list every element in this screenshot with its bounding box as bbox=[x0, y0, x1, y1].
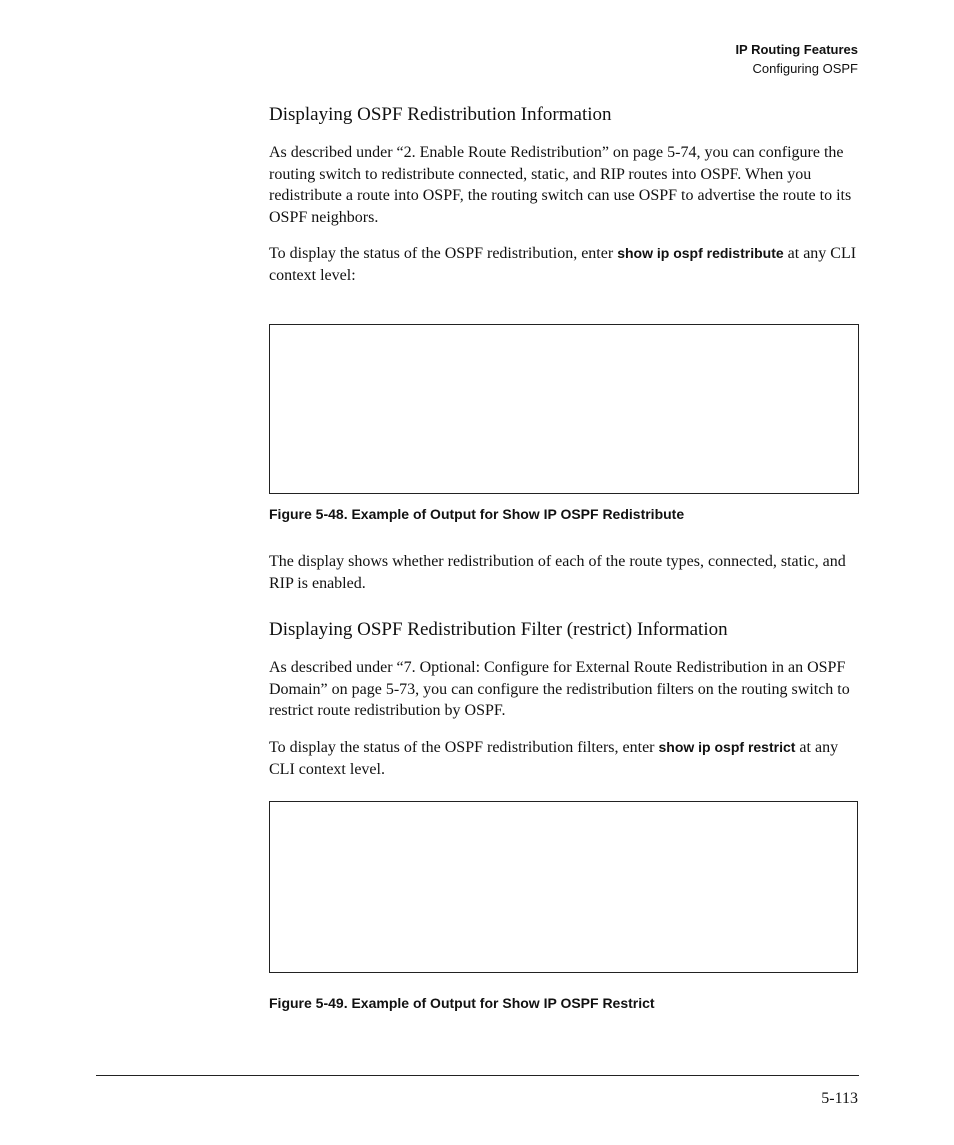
figure-5-49-caption: Figure 5-49. Example of Output for Show IP OSPF Restrict bbox=[269, 995, 655, 1011]
section1-para2-before: To display the status of the OSPF redistribution, enter bbox=[269, 245, 618, 262]
section2-para2-before: To display the status of the OSPF redistribution filters, enter bbox=[269, 739, 659, 756]
section1-command: show ip ospf redistribute bbox=[617, 245, 784, 261]
section1-para2-after: at any CLI context level: bbox=[269, 245, 857, 284]
figure-5-48-caption: Figure 5-48. Example of Output for Show IP OSPF Redistribute bbox=[269, 506, 685, 522]
section2-para1: As described under “7. Optional: Configure for External Route Redistribution in an OSPF Domain” on page 5-73, you can configure the redistribution filters on the routing switch to restrict route redistribution by OSPF. bbox=[269, 659, 850, 719]
section2-heading: Displaying OSPF Redistribution Filter (restrict) Information bbox=[269, 619, 728, 640]
running-header bbox=[735, 40, 858, 78]
page-number: 5-113 bbox=[821, 1090, 858, 1107]
figure-5-48-output-box bbox=[269, 324, 859, 494]
footer-rule bbox=[96, 1075, 859, 1076]
section1-para3: The display shows whether redistribution of each of the route types, connected, static, and RIP is enabled. bbox=[269, 553, 846, 592]
header-section: Configuring OSPF bbox=[752, 61, 858, 76]
section1-para1: As described under “2. Enable Route Redistribution” on page 5-74, you can configure the routing switch to redistribute connected, static, and RIP routes into OSPF. When you redistribute a route into OSPF, the routing switch can use OSPF to advertise the route to its OSPF neighbors. bbox=[269, 144, 852, 226]
section1-para2 bbox=[269, 243, 859, 286]
section2-command: show ip ospf restrict bbox=[658, 739, 796, 755]
header-chapter: IP Routing Features bbox=[735, 42, 858, 57]
figure-5-49-output-box bbox=[269, 801, 858, 973]
section1-heading: Displaying OSPF Redistribution Information bbox=[269, 104, 612, 125]
section2-para2 bbox=[269, 737, 859, 780]
section2-para2-after: at any CLI context level. bbox=[269, 739, 839, 778]
